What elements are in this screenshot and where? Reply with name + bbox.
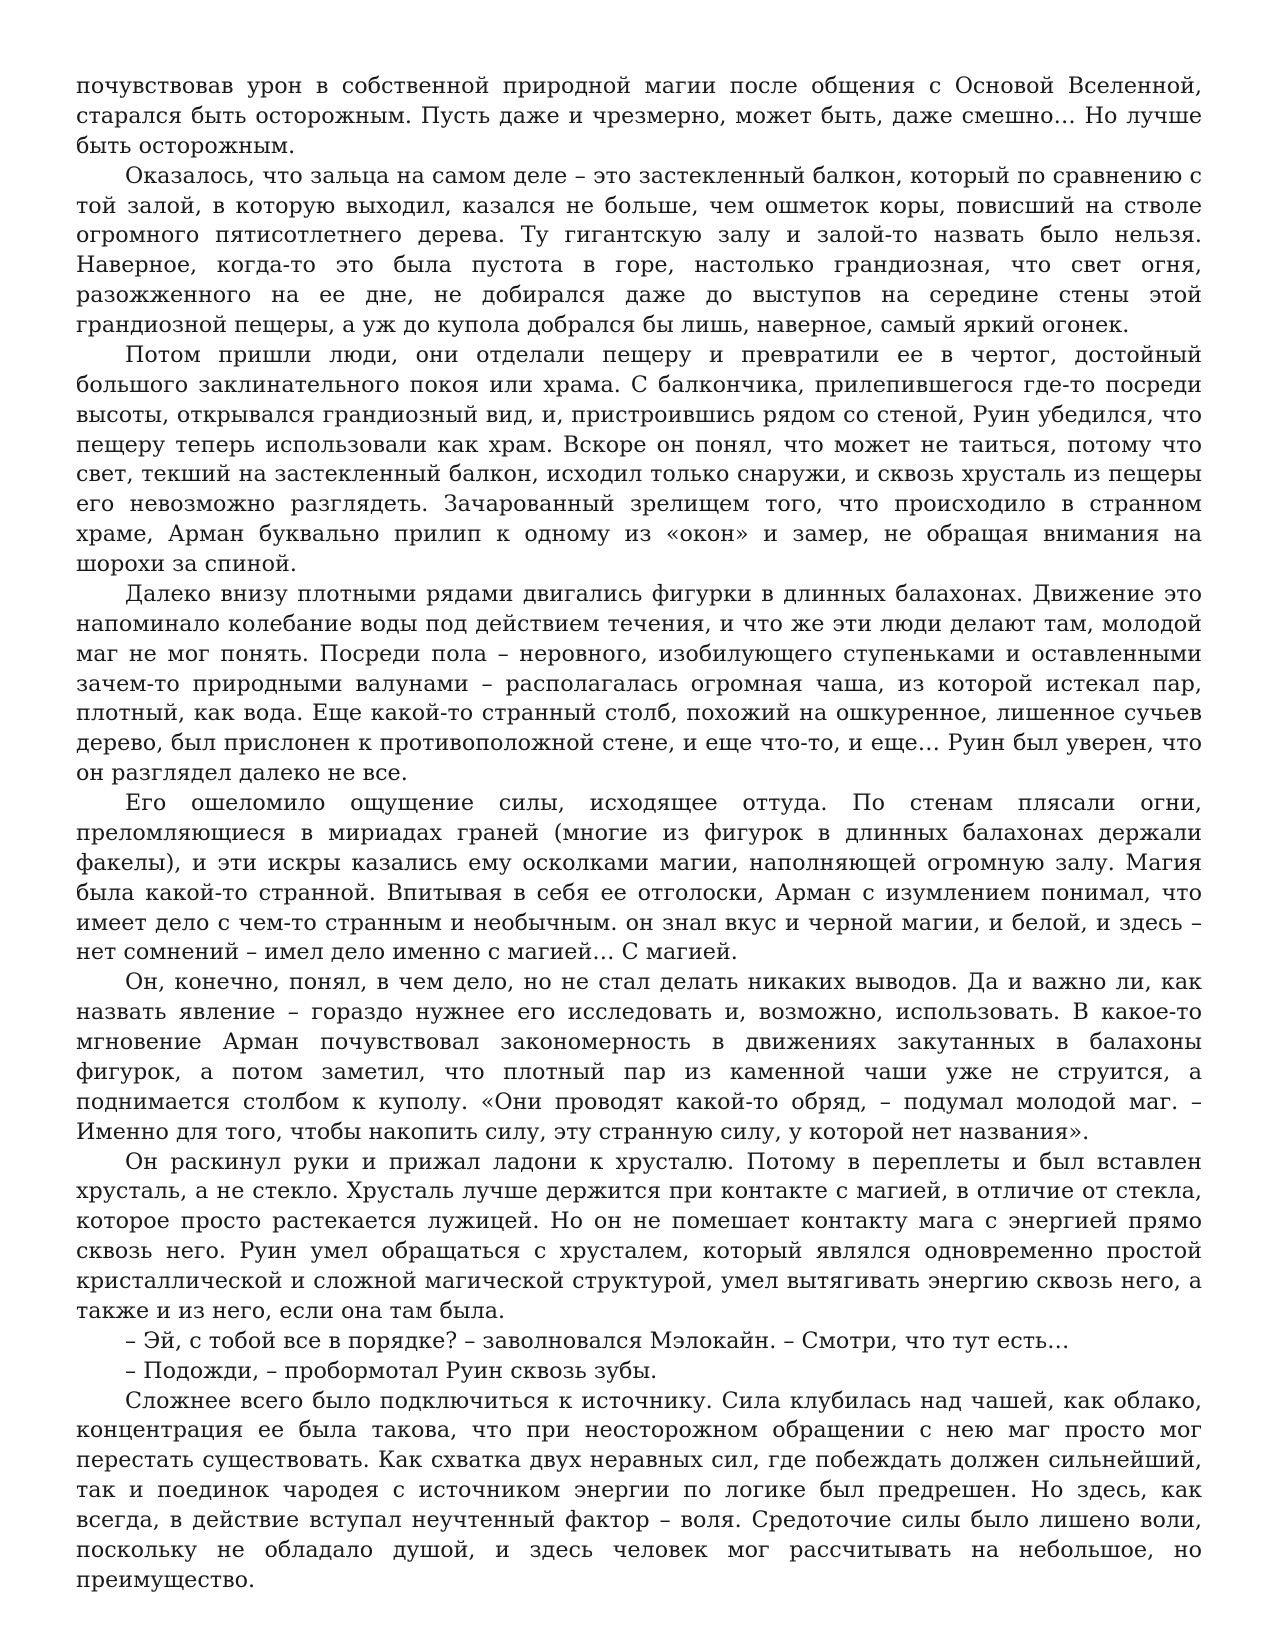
paragraph-7: Он раскинул руки и прижал ладони к хрусталю. Потому в переплеты и был вставлен хрусталь, а не стекло. Хрусталь лучше держится при контакте с магией, в отличие от стекла, которое просто растекается лужицей. Но он не помешает контакту мага с энергией прямо сквозь него. Руин умел обращаться с хрусталем, который являлся одновременно простой кристаллической и сложной магической структурой, умел вытягивать энергию сквозь него, а также и из него, если она там была. <box>76 1148 1202 1324</box>
paragraph-6: Он, конечно, понял, в чем дело, но не стал делать никаких выводов. Да и важно ли, как назвать явление – гораздо нужнее его исследовать и, возможно, использовать. В какое-то мгновение Арман почувствовал закономерность в движениях закутанных в балахоны фигурок, а потом заметил, что плотный пар из каменной чаши уже не струится, а поднимается столбом к куполу. «Они проводят какой-то обряд, – подумал молодой маг. – Именно для того, чтобы накопить силу, эту странную силу, у которой нет названия». <box>76 969 1202 1145</box>
paragraph-1: почувствовав урон в собственной природной магии после общения с Основой Вселенной, старался быть осторожным. Пусть даже и чрезмерно, может быть, даже смешно… Но лучше быть осторожным. <box>76 73 1202 159</box>
paragraph-2: Оказалось, что зальца на самом деле – это застекленный балкон, который по сравнению с той залой, в которую выходил, казался не больше, чем ошметок коры, повисший на стволе огромного пятисотлетнего дерева. Ту гигантскую залу и залой-то назвать было нельзя. Наверное, когда-то это была пустота в горе, настолько грандиозная, что свет огня, разожженного на ее дне, не добирался даже до выступов на середине стены этой грандиозной пещеры, а уж до купола добрался бы лишь, наверное, самый яркий огонек. <box>76 162 1202 338</box>
page-body <box>76 72 1202 1596</box>
paragraph-4: Далеко внизу плотными рядами двигались фигурки в длинных балахонах. Движение это напоминало колебание воды под действием течения, и что же эти люди делают там, молодой маг не мог понять. Посреди пола – неровного, изобилующего ступеньками и оставленными зачем-то природными валунами – располагалась огромная чаша, из которой истекал пар, плотный, как вода. Еще какой-то странный столб, похожий на ошкуренное, лишенное сучьев дерево, был прислонен к противоположной стене, и еще что-то, и еще… Руин был уверен, что он разглядел далеко не все. <box>76 580 1202 787</box>
paragraph-3: Потом пришли люди, они отделали пещеру и превратили ее в чертог, достойный большого заклинательного покоя или храма. С балкончика, прилепившегося где-то посреди высоты, открывался грандиозный вид, и, пристроившись рядом со стеной, Руин убедился, что пещеру теперь использовали как храм. Вскоре он понял, что может не таиться, потому что свет, текший на застекленный балкон, исходил только снаружи, и сквозь хрусталь из пещеры его невозможно разглядеть. Зачарованный зрелищем того, что происходило в странном храме, Арман буквально прилип к одному из «окон» и замер, не обращая внимания на шорохи за спиной. <box>76 341 1202 577</box>
paragraph-5: Его ошеломило ощущение силы, исходящее оттуда. По стенам плясали огни, преломляющиеся в мириадах граней (многие из фигурок в длинных балахонах держали факелы), и эти искры казались ему осколками магии, наполняющей огромную залу. Магия была какой-то странной. Впитывая в себя ее отголоски, Арман с изумлением понимал, что имеет дело с чем-то странным и необычным. он знал вкус и черной магии, и белой, и здесь – нет сомнений – имел дело именно с магией… С магией. <box>76 790 1202 966</box>
dialogue-line-1: – Эй, с тобой все в порядке? – заволновался Мэлокайн. – Смотри, что тут есть… <box>125 1327 1070 1354</box>
dialogue-line-2: – Подожди, – пробормотал Руин сквозь зубы. <box>125 1357 658 1384</box>
paragraph-8: Сложнее всего было подключиться к источнику. Сила клубилась над чашей, как облако, концентрация ее была такова, что при неосторожном обращении с нею маг просто мог перестать существовать. Как схватка двух неравных сил, где побеждать должен сильнейший, так и поединок чародея с источником энергии по логике был предрешен. Но здесь, как всегда, в действие вступал неучтенный фактор – воля. Средоточие силы было лишено воли, поскольку не обладало душой, и здесь человек мог рассчитывать на небольшое, но преимущество. <box>76 1387 1202 1593</box>
